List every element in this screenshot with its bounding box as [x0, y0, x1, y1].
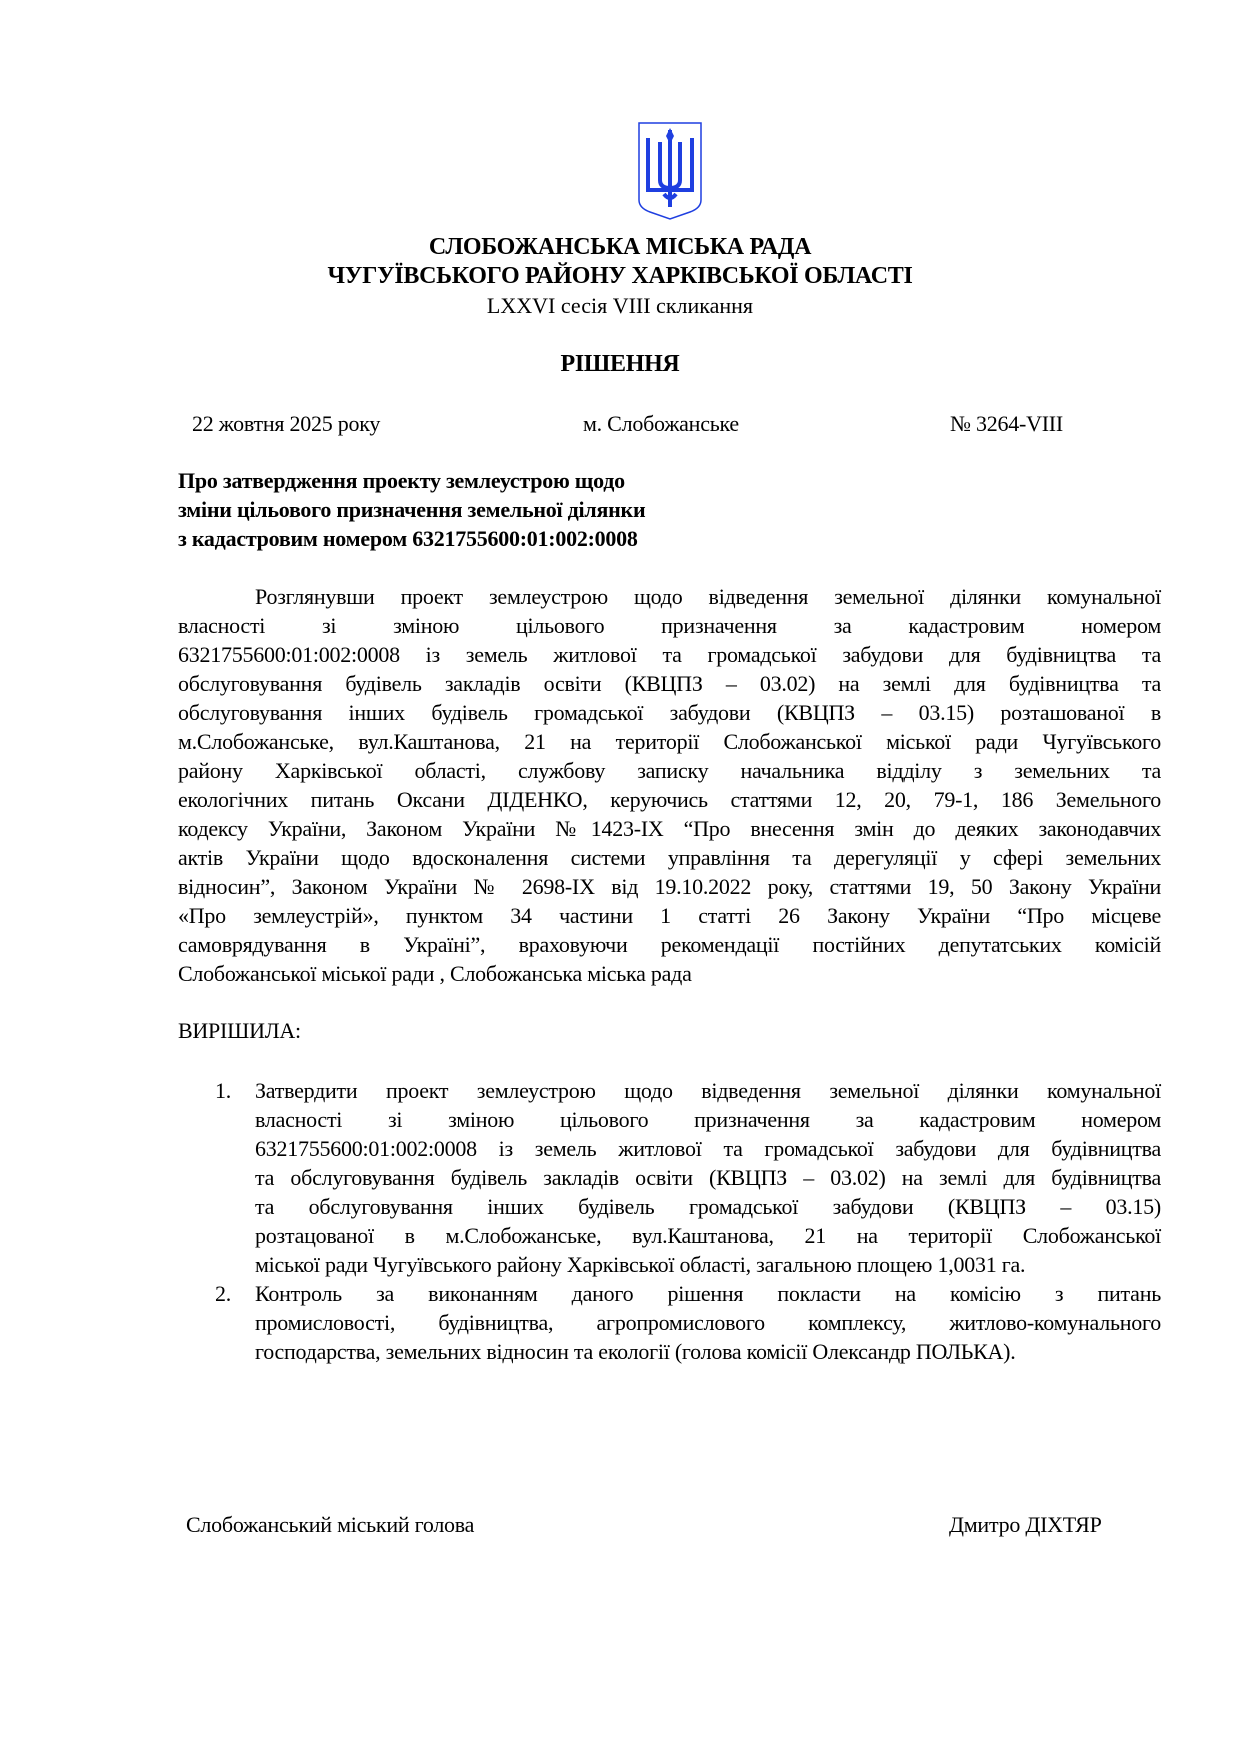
list-item	[215, 1279, 1161, 1366]
preamble-paragraph	[178, 582, 1161, 988]
preamble-line: власності зі зміною цільового призначення за кадастровим номером	[178, 613, 1161, 638]
preamble-line: обслуговування інших будівель громадської забудови (КВЦПЗ – 03.15) розташованої в	[178, 700, 1161, 725]
coat-of-arms-icon	[638, 122, 702, 220]
list-item-line: та обслуговування інших будівель громадської забудови (КВЦПЗ – 03.15)	[255, 1194, 1161, 1219]
preamble-line: району Харківської області, службову записку начальника відділу з земельних та	[178, 758, 1161, 783]
preamble-line: актів України щодо вдосконалення системи управління та дерегуляції у сфері земельних	[178, 845, 1161, 870]
list-item-line: та обслуговування будівель закладів освіти (КВЦПЗ – 03.02) на землі для будівництва	[255, 1165, 1161, 1190]
signature-title: Слобожанський міський голова	[186, 1512, 475, 1537]
list-item-line: Затвердити проект землеустрою щодо відведення земельної ділянки комунальної	[255, 1078, 1161, 1103]
list-item-line: господарства, земельних відносин та екології (голова комісії Олександр ПОЛЬКА).	[255, 1339, 1016, 1364]
list-item-line: Контроль за виконанням даного рішення покласти на комісію з питань	[255, 1281, 1161, 1306]
list-item-line: міської ради Чугуївського району Харківської області, загальною площею 1,0031 га.	[255, 1252, 1026, 1277]
list-item-line: власності зі зміною цільового призначення за кадастровим номером	[255, 1107, 1161, 1132]
council-name: СЛОБОЖАНСЬКА МІСЬКА РАДА	[428, 234, 812, 260]
decided-label: ВИРІШИЛА:	[178, 1018, 301, 1043]
decision-place: м. Слобожанське	[583, 411, 739, 436]
decision-date: 22 жовтня 2025 року	[192, 411, 381, 436]
preamble-line: кодексу України, Законом України №1423-IX “Про внесення змін до деяких законодавчих	[178, 816, 1161, 841]
preamble-line: обслуговування будівель закладів освіти (КВЦПЗ – 03.02) на землі для будівництва та	[178, 671, 1161, 696]
list-item-line: промисловості, будівництва, агропромислового комплексу, житлово-комунального	[255, 1310, 1161, 1335]
list-item	[215, 1076, 1161, 1279]
list-item-line: розтацованої в м.Слобожанське, вул.Каштанова, 21 на території Слобожанської	[255, 1223, 1161, 1248]
district-name: ЧУГУЇВСЬКОГО РАЙОНУ ХАРКІВСЬКОЇ ОБЛАСТІ	[327, 263, 913, 289]
decision-items	[215, 1076, 1161, 1366]
list-number: 2.	[215, 1281, 231, 1306]
preamble-line: Розглянувши проект землеустрою щодо відведення земельної ділянки комунальної	[255, 584, 1161, 609]
list-number: 1.	[215, 1078, 231, 1103]
subject-line: Про затвердження проекту землеустрою щодо	[178, 468, 625, 493]
list-item-line: 6321755600:01:002:0008 із земель житлової та громадської забудови для будівництва	[255, 1136, 1161, 1161]
preamble-line: 6321755600:01:002:0008 із земель житлової та громадської забудови для будівництва та	[178, 642, 1161, 667]
preamble-line: м.Слобожанське, вул.Каштанова, 21 на території Слобожанської міської ради Чугуївського	[178, 729, 1161, 754]
preamble-line: Слобожанської міської ради , Слобожанська міська рада	[178, 961, 692, 986]
decision-subject	[178, 466, 645, 553]
preamble-line: «Про землеустрій», пунктом 34 частини 1 статті 26 Закону України “Про місцеве	[178, 903, 1161, 928]
subject-line: зміни цільового призначення земельної ділянки	[178, 497, 646, 522]
signature-name: Дмитро ДІХТЯР	[949, 1512, 1102, 1537]
decision-number: № 3264-VIII	[950, 411, 1063, 436]
preamble-line: самоврядування в Україні”, враховуючи рекомендації постійних депутатських комісій	[178, 932, 1161, 957]
preamble-line: відносин”, Законом України № 2698-IX від 19.10.2022 року, статтями 19, 50 Закону України	[178, 874, 1161, 899]
document-type: РІШЕННЯ	[560, 351, 680, 377]
session-label: LXXVI сесія VIII скликання	[486, 293, 754, 318]
preamble-line: екологічних питань Оксани ДІДЕНКО, керуючись статтями 12, 20, 79-1, 186 Земельного	[178, 787, 1161, 812]
subject-line: з кадастровим номером 6321755600:01:002:0008	[178, 526, 638, 551]
